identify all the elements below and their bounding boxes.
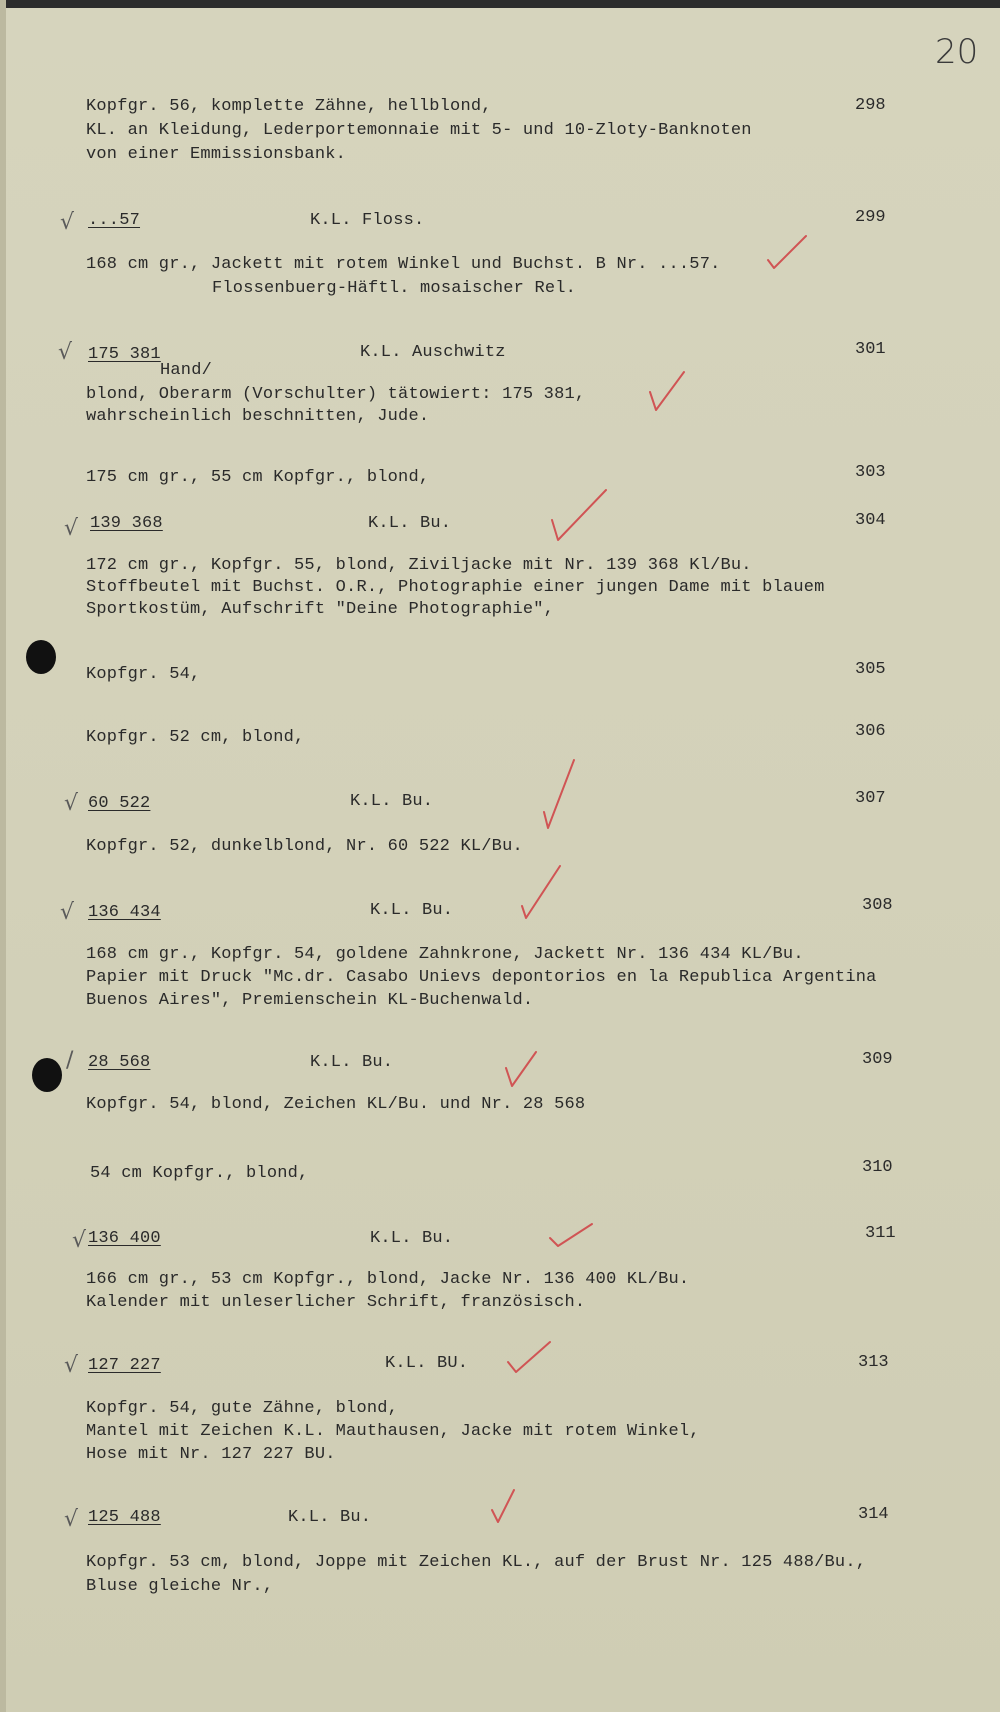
entry-314-prisoner-id: 125 488	[88, 1508, 161, 1527]
entry-311-number: 311	[865, 1224, 896, 1243]
entry-307-camp: K.L. Bu.	[350, 792, 434, 811]
margin-tick-mark: √	[64, 791, 79, 816]
margin-tick-mark: /	[66, 1048, 74, 1073]
margin-tick-mark: √	[58, 340, 73, 365]
red-check-mark	[504, 1048, 540, 1090]
entry-299-number: 299	[855, 208, 886, 227]
entry-309-number: 309	[862, 1050, 893, 1069]
entry-313-line-2: Mantel mit Zeichen K.L. Mauthausen, Jacke mit rotem Winkel,	[86, 1422, 700, 1441]
red-check-mark	[506, 1338, 552, 1378]
red-check-mark	[520, 862, 564, 922]
entry-305-line-1: Kopfgr. 54,	[86, 665, 201, 684]
entry-313-line-1: Kopfgr. 54, gute Zähne, blond,	[86, 1399, 399, 1418]
entry-301-prisoner-id: 175 381	[88, 345, 161, 364]
entry-301-line-2: wahrscheinlich beschnitten, Jude.	[86, 407, 430, 426]
entry-314-camp: K.L. Bu.	[288, 1508, 372, 1527]
entry-304-camp: K.L. Bu.	[368, 514, 452, 533]
red-check-mark	[490, 1488, 520, 1526]
punch-hole	[26, 640, 56, 674]
red-check-mark	[540, 756, 580, 832]
entry-308-line-1: 168 cm gr., Kopfgr. 54, goldene Zahnkrone, Jackett Nr. 136 434 KL/Bu.	[86, 945, 804, 964]
entry-311-line-2: Kalender mit unleserlicher Schrift, französisch.	[86, 1293, 586, 1312]
entry-298-number: 298	[855, 96, 886, 115]
entry-304-line-3: Sportkostüm, Aufschrift "Deine Photographie",	[86, 600, 555, 619]
entry-314-line-2: Bluse gleiche Nr.,	[86, 1577, 274, 1596]
entry-309-prisoner-id: 28 568	[88, 1053, 151, 1072]
entry-303-line-1: 175 cm gr., 55 cm Kopfgr., blond,	[86, 468, 430, 487]
entry-301-camp: K.L. Auschwitz	[360, 343, 506, 362]
entry-304-number: 304	[855, 511, 886, 530]
entry-309-line-1: Kopfgr. 54, blond, Zeichen KL/Bu. und Nr. 28 568	[86, 1095, 586, 1114]
entry-311-line-1: 166 cm gr., 53 cm Kopfgr., blond, Jacke Nr. 136 400 KL/Bu.	[86, 1270, 690, 1289]
entry-298-line-1: Kopfgr. 56, komplette Zähne, hellblond,	[86, 97, 492, 116]
entry-303-number: 303	[855, 463, 886, 482]
entry-299-camp: K.L. Floss.	[310, 211, 425, 230]
margin-tick-mark: √	[60, 210, 75, 235]
entry-308-prisoner-id: 136 434	[88, 903, 161, 922]
punch-hole	[32, 1058, 62, 1092]
entry-299-line-1: 168 cm gr., Jackett mit rotem Winkel und Buchst. B Nr. ...57.	[86, 255, 721, 274]
margin-tick-mark: √	[64, 1507, 79, 1532]
entry-313-line-3: Hose mit Nr. 127 227 BU.	[86, 1445, 336, 1464]
entry-308-camp: K.L. Bu.	[370, 901, 454, 920]
entry-307-line-1: Kopfgr. 52, dunkelblond, Nr. 60 522 KL/Bu.	[86, 837, 523, 856]
scan-top-border	[0, 0, 1000, 8]
margin-tick-mark: √	[60, 900, 75, 925]
entry-301-insert: Hand/	[160, 361, 213, 380]
red-check-mark	[760, 230, 810, 276]
red-check-mark	[648, 368, 688, 418]
entry-301-line-1: blond, Oberarm (Vorschulter) tätowiert: 175 381,	[86, 385, 586, 404]
red-check-mark	[548, 486, 610, 546]
entry-307-number: 307	[855, 789, 886, 808]
entry-304-line-2: Stoffbeutel mit Buchst. O.R., Photographie einer jungen Dame mit blauem	[86, 578, 825, 597]
entry-313-number: 313	[858, 1353, 889, 1372]
entry-301-number: 301	[855, 340, 886, 359]
entry-305-number: 305	[855, 660, 886, 679]
entry-304-prisoner-id: 139 368	[90, 514, 163, 533]
margin-tick-mark: √	[64, 1353, 79, 1378]
entry-310-line-1: 54 cm Kopfgr., blond,	[90, 1164, 309, 1183]
entry-307-prisoner-id: 60 522	[88, 794, 151, 813]
entry-311-camp: K.L. Bu.	[370, 1229, 454, 1248]
entry-304-line-1: 172 cm gr., Kopfgr. 55, blond, Ziviljacke mit Nr. 139 368 Kl/Bu.	[86, 556, 752, 575]
entry-308-line-2: Papier mit Druck "Mc.dr. Casabo Unievs depontorios en la Republica Argentina	[86, 968, 877, 987]
entry-314-line-1: Kopfgr. 53 cm, blond, Joppe mit Zeichen KL., auf der Brust Nr. 125 488/Bu.,	[86, 1553, 867, 1572]
entry-313-camp: K.L. BU.	[385, 1354, 469, 1373]
entry-310-number: 310	[862, 1158, 893, 1177]
page-number: 20	[935, 32, 979, 72]
entry-309-camp: K.L. Bu.	[310, 1053, 394, 1072]
entry-306-number: 306	[855, 722, 886, 741]
entry-308-line-3: Buenos Aires", Premienschein KL-Buchenwald.	[86, 991, 534, 1010]
entry-298-line-3: von einer Emmissionsbank.	[86, 145, 347, 164]
entry-299-line-2: Flossenbuerg-Häftl. mosaischer Rel.	[212, 279, 577, 298]
entry-308-number: 308	[862, 896, 893, 915]
entry-311-prisoner-id: 136 400	[88, 1229, 161, 1248]
margin-tick-mark: √	[72, 1228, 87, 1253]
scan-left-edge	[0, 0, 6, 1712]
entry-313-prisoner-id: 127 227	[88, 1356, 161, 1375]
entry-314-number: 314	[858, 1505, 889, 1524]
red-check-mark	[548, 1220, 594, 1250]
entry-298-line-2: KL. an Kleidung, Lederportemonnaie mit 5- und 10-Zloty-Banknoten	[86, 121, 752, 140]
margin-tick-mark: √	[64, 516, 79, 541]
entry-299-prisoner-id: ...57	[88, 211, 141, 230]
entry-306-line-1: Kopfgr. 52 cm, blond,	[86, 728, 305, 747]
